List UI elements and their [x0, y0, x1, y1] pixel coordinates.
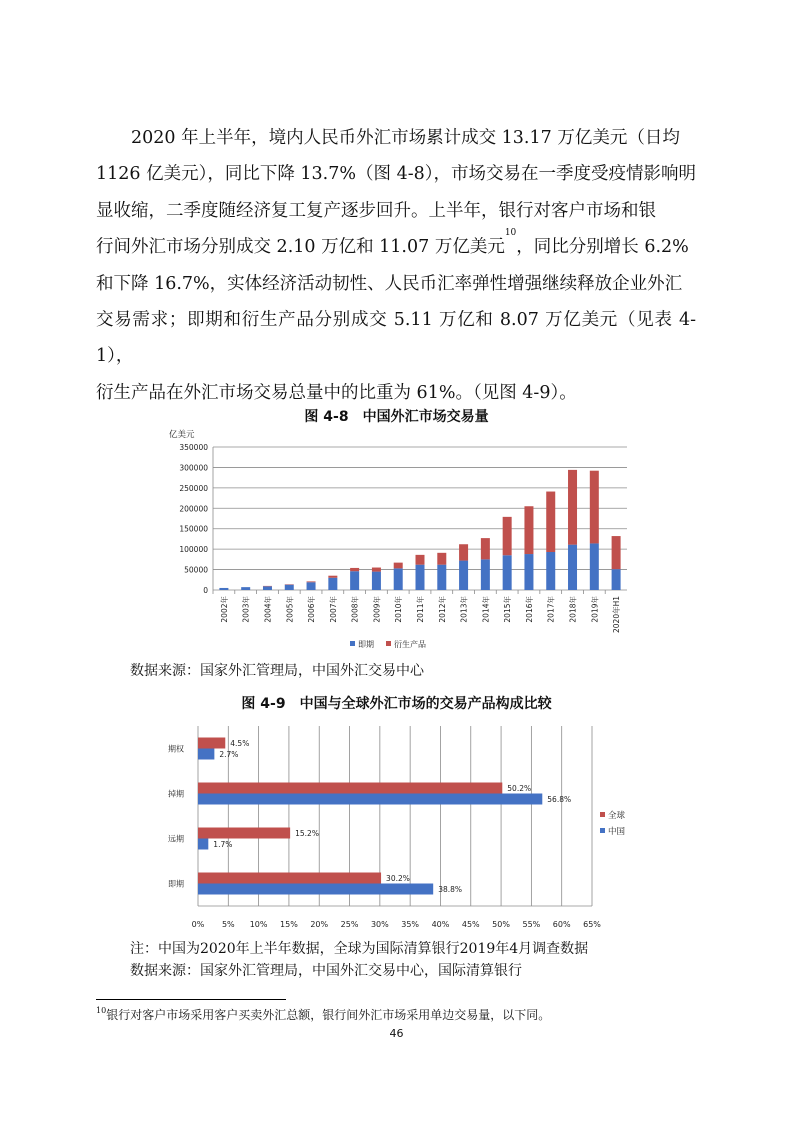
data-label: 2.7%	[219, 750, 239, 759]
body-line-1: 2020 年上半年，境内人民币外汇市场累计成交 13.17 万亿美元（日均	[131, 128, 680, 148]
x-tick-label: 40%	[431, 920, 450, 929]
legend-swatch	[386, 641, 391, 646]
bar-derivatives	[328, 576, 337, 578]
x-tick-label: 30%	[370, 920, 389, 929]
footnote-reference[interactable]: 10	[504, 228, 517, 239]
bar-spot	[263, 586, 272, 590]
x-tick-label: 2019年	[590, 596, 600, 623]
data-label: 56.8%	[547, 795, 572, 804]
x-tick-label: 55%	[522, 920, 541, 929]
bar-china	[198, 839, 208, 850]
bar-spot	[241, 587, 250, 590]
bar-derivatives	[350, 568, 359, 571]
x-tick-label: 35%	[401, 920, 420, 929]
data-label: 38.8%	[438, 885, 463, 894]
page-number: 46	[389, 1027, 404, 1040]
bar-derivatives	[437, 553, 446, 565]
x-tick-label: 65%	[583, 920, 601, 929]
legend-label: 即期	[358, 640, 374, 649]
bar-spot	[307, 582, 316, 590]
y-tick-label: 0	[203, 586, 208, 595]
x-tick-label: 2017年	[546, 596, 556, 623]
trading-volume-chart	[165, 425, 635, 657]
bar-china	[198, 749, 214, 760]
bar-derivatives	[416, 555, 425, 565]
x-tick-label: 2002年	[219, 596, 229, 623]
bar-spot	[568, 545, 577, 590]
bar-spot	[416, 565, 425, 590]
footnote	[96, 1006, 550, 1023]
data-label: 1.7%	[213, 840, 233, 849]
body-line-5: 和下降 16.7%，实体经济活动韧性、人民币汇率弹性增强继续释放企业外汇	[96, 273, 683, 294]
bar-spot	[328, 578, 337, 590]
bar-spot	[372, 572, 381, 590]
figure-4-8-source: 数据来源：国家外汇管理局，中国外汇交易中心	[130, 663, 424, 679]
bar-spot	[590, 543, 599, 590]
x-tick-label: 2006年	[307, 596, 317, 623]
x-tick-label: 45%	[461, 920, 480, 929]
y-tick-label: 200000	[179, 504, 208, 514]
body-line-4a: 行间外汇市场分别成交 2.10 万亿和 11.07 万亿美元	[96, 237, 505, 258]
bar-derivatives	[612, 536, 621, 569]
category-label: 期权	[168, 744, 184, 754]
body-line-3: 显收缩，二季度随经济复工复产逐步回升。上半年，银行对客户市场和银	[96, 200, 656, 221]
bar-spot	[437, 565, 446, 590]
data-label: 4.5%	[230, 739, 250, 748]
x-tick-label: 60%	[552, 920, 571, 929]
bar-china	[198, 884, 433, 895]
y-tick-label: 300000	[179, 463, 208, 473]
y-tick-label: 50000	[184, 565, 208, 575]
x-tick-label: 5%	[221, 920, 235, 929]
x-tick-label: 25%	[340, 920, 359, 929]
footnote-mark: 10	[96, 1006, 107, 1015]
bar-derivatives	[590, 471, 599, 544]
x-tick-label: 2012年	[437, 596, 447, 623]
x-tick-label: 2010年	[394, 596, 404, 623]
bar-spot	[394, 568, 403, 590]
category-label: 远期	[168, 834, 184, 844]
bar-spot	[524, 554, 533, 590]
bar-spot	[481, 559, 490, 590]
legend-swatch	[350, 641, 355, 646]
x-tick-label: 2015年	[503, 596, 513, 623]
x-tick-label: 50%	[492, 920, 510, 929]
x-tick-label: 2004年	[263, 596, 273, 623]
bar-spot	[546, 552, 555, 590]
bar-spot	[219, 588, 228, 590]
figure-4-9-title: 图 4-9 中国与全球外汇市场的交易产品构成比较	[241, 696, 552, 712]
body-line-7: 衍生产品在外汇市场交易总量中的比重为 61%。（见图 4-9）。	[96, 382, 577, 403]
x-tick-label: 2005年	[285, 596, 295, 623]
body-line-2: 1126 亿美元），同比下降 13.7%（图 4-8），市场交易在一季度受疫情影响明	[96, 164, 696, 185]
bar-global	[198, 828, 290, 839]
product-composition-chart	[160, 722, 640, 932]
bar-derivatives	[546, 492, 555, 552]
bar-derivatives	[394, 563, 403, 569]
bar-spot	[503, 555, 512, 590]
bar-derivatives	[459, 544, 468, 560]
y-tick-label: 100000	[179, 545, 208, 555]
bar-derivatives	[307, 581, 316, 582]
x-tick-label: 2007年	[328, 596, 338, 623]
data-label: 30.2%	[386, 874, 410, 883]
x-tick-label: 2020年H1	[612, 596, 622, 633]
category-label: 即期	[168, 879, 184, 889]
figure-4-9-note: 注：中国为2020年上半年数据，全球为国际清算银行2019年4月调查数据	[130, 941, 589, 957]
data-label: 50.2%	[507, 784, 532, 793]
bar-spot	[285, 585, 294, 590]
y-tick-label: 250000	[179, 483, 208, 493]
bar-derivatives	[481, 538, 490, 559]
x-tick-label: 2014年	[481, 596, 491, 623]
x-tick-label: 10%	[249, 920, 268, 929]
figure-4-9-source: 数据来源：国家外汇管理局，中国外汇交易中心，国际清算银行	[130, 963, 522, 979]
body-line-6: 交易需求；即期和衍生产品分别成交 5.11 万亿和 8.07 万亿美元（见表 4-1），	[96, 310, 696, 367]
x-tick-label: 2018年	[568, 596, 578, 623]
x-tick-label: 2003年	[241, 596, 251, 623]
legend-label: 中国	[608, 827, 626, 837]
x-tick-label: 2011年	[416, 596, 425, 623]
bar-derivatives	[524, 506, 533, 554]
bar-derivatives	[568, 470, 577, 545]
x-tick-label: 2009年	[372, 596, 382, 623]
bar-china	[198, 794, 542, 805]
x-tick-label: 0%	[191, 920, 205, 929]
y-tick-label: 350000	[179, 443, 208, 452]
footnote-divider	[96, 999, 286, 1000]
x-tick-label: 2013年	[459, 596, 469, 623]
x-tick-label: 2016年	[524, 596, 534, 623]
body-line-4b: ，同比分别增长 6.2%	[516, 237, 689, 258]
y-tick-label: 150000	[179, 524, 208, 534]
legend-swatch	[600, 812, 605, 817]
footnote-text: 银行对客户市场采用客户买卖外汇总额，银行间外汇市场采用单边交易量，以下同。	[106, 1008, 551, 1022]
bar-global	[198, 783, 502, 794]
bar-derivatives	[372, 568, 381, 572]
bar-spot	[612, 569, 621, 590]
legend-swatch	[600, 828, 605, 833]
bar-global	[198, 873, 381, 884]
legend-label: 衍生产品	[394, 640, 426, 649]
body-line-4	[96, 229, 696, 265]
bar-spot	[459, 561, 468, 590]
x-tick-label: 15%	[280, 920, 298, 929]
bar-global	[198, 738, 225, 749]
category-label: 掉期	[168, 789, 184, 799]
bar-derivatives	[503, 517, 512, 555]
legend-label: 全球	[608, 811, 626, 821]
x-tick-label: 20%	[310, 920, 329, 929]
data-label: 15.2%	[295, 829, 319, 838]
figure-4-8-title: 图 4-8 中国外汇市场交易量	[304, 409, 489, 425]
bar-spot	[350, 571, 359, 590]
y-axis-unit-label: 亿美元	[169, 430, 195, 440]
x-tick-label: 2008年	[350, 596, 360, 623]
body-paragraph	[96, 120, 696, 411]
